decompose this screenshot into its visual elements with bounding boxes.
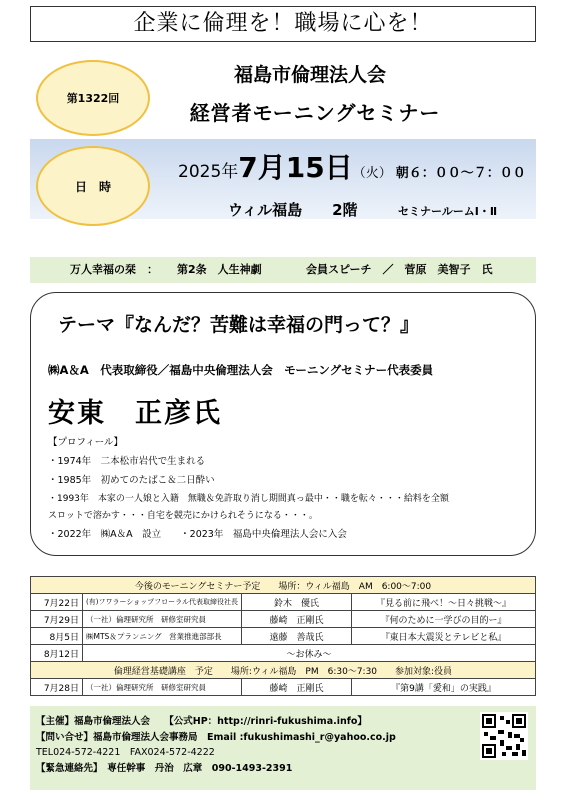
- host-info: 【主催】福島市倫理法人会 【公式HP：: [36, 716, 218, 727]
- table-row: [31, 594, 536, 611]
- table-row: [31, 611, 536, 628]
- event-year: 2025年: [178, 162, 239, 182]
- profile-line: スロットで溶かす・・・自宅を競売にかけられそうになる・・・。: [48, 511, 318, 521]
- row-date: 7月22日: [31, 594, 83, 611]
- datetime-label-badge: [36, 146, 150, 226]
- seminar-title: 経営者モーニングセミナー: [189, 101, 441, 125]
- schedule-table: [30, 576, 536, 696]
- topic-label: 万人幸福の栞 ：: [70, 263, 158, 276]
- row-org: ㈱MTS＆プランニング 営業推進部部長: [83, 628, 242, 645]
- row-org: （一社）倫理研究所 研修室研究員: [83, 611, 242, 628]
- seminar-number-badge: [36, 60, 150, 136]
- course-header-row: [31, 662, 536, 679]
- slogan-banner: 企業に倫理を！職場に心を！: [30, 6, 536, 42]
- emergency-contact: 【緊急連絡先】 専任幹事 丹治 広章 090-1493-2391: [36, 763, 293, 774]
- holiday-note: ～お休み～: [83, 645, 536, 662]
- footer-box: [30, 706, 536, 790]
- official-site-link[interactable]: http://rinri-fukushima.info】: [217, 716, 367, 727]
- profile-line: ・1985年 初めてのたばこ＆二日酔い: [48, 475, 215, 486]
- profile-heading: 【プロフィール】: [48, 437, 124, 448]
- table-row: [31, 628, 536, 645]
- schedule-header-row: [31, 577, 536, 594]
- row-name: 藤崎 正剛氏: [241, 679, 351, 696]
- row-topic: 『第9講「愛和」の実践』: [351, 679, 535, 696]
- event-room: セミナールームⅠ・Ⅱ: [398, 205, 498, 218]
- profile-line: ・2022年 ㈱A＆A 設立 ・2023年 福島中央倫理法人会に入会: [48, 529, 347, 540]
- speech-band: [30, 257, 536, 283]
- row-topic: 『見る前に飛べ！～日々挑戦～』: [351, 594, 535, 611]
- topic-article: 第2条 人生神劇: [177, 263, 262, 276]
- speaker-name: 安東 正彦氏: [48, 398, 222, 429]
- org-name: 福島市倫理法人会: [233, 64, 386, 86]
- table-row: [31, 679, 536, 696]
- row-name: 鈴木 優氏: [241, 594, 351, 611]
- event-date: [178, 146, 526, 186]
- seminar-number: 第1322回: [66, 92, 120, 105]
- row-topic: 『東日本大震災とテレビと私』: [351, 628, 535, 645]
- row-topic: 『何のために一学びの目的ー』: [351, 611, 535, 628]
- profile-line: ・1993年 本家の一人娘と入籍 無職＆免許取り消し期間真っ最中・・職を転々・・・給料を全額: [48, 494, 449, 504]
- member-speech: 会員スピーチ ／ 菅原 美智子 氏: [306, 263, 493, 276]
- row-date: 7月29日: [31, 611, 83, 628]
- event-weekday: （火）: [352, 166, 392, 181]
- qr-code-icon: [480, 712, 528, 760]
- row-org: (有)フワラーショップフローラル代表取締役社長: [83, 594, 242, 611]
- row-date: 8月12日: [31, 645, 83, 662]
- row-name: 遠藤 善哉氏: [241, 628, 351, 645]
- lecture-theme: テーマ『なんだ？苦難は幸福の門って？』: [58, 314, 420, 336]
- schedule-header: 今後のモーニングセミナー予定 場所：ウィル福島 AM 6:00～7:00: [31, 577, 536, 594]
- contact-info: 【問い合せ】福島市倫理法人会事務局 Email :fukushimashi_r@yahoo.co.jp: [36, 732, 396, 743]
- row-org: （一社）倫理研究所 研修室研究員: [83, 679, 242, 696]
- tel-fax: TEL024-572-4221 FAX024-572-4222: [36, 747, 215, 758]
- event-time: 朝６：００～７：００: [395, 166, 526, 181]
- speaker-title: ㈱A＆A 代表取締役／福島中央倫理法人会 モーニングセミナー代表委員: [48, 363, 434, 377]
- table-row: [31, 645, 536, 662]
- row-date: 8月5日: [31, 628, 83, 645]
- event-day: 7月15日: [238, 151, 353, 184]
- datetime-label: 日 時: [74, 179, 111, 194]
- course-header: 倫理経営基礎講座 予定 場所:ウィル福島 PM 6:30～7:30 参加対象:役員: [31, 662, 536, 679]
- row-date: 7月28日: [31, 679, 83, 696]
- row-name: 藤崎 正剛氏: [241, 611, 351, 628]
- event-venue: ウィル福島 2階: [228, 201, 358, 219]
- profile-line: ・1974年 二本松市岩代で生まれる: [48, 456, 206, 467]
